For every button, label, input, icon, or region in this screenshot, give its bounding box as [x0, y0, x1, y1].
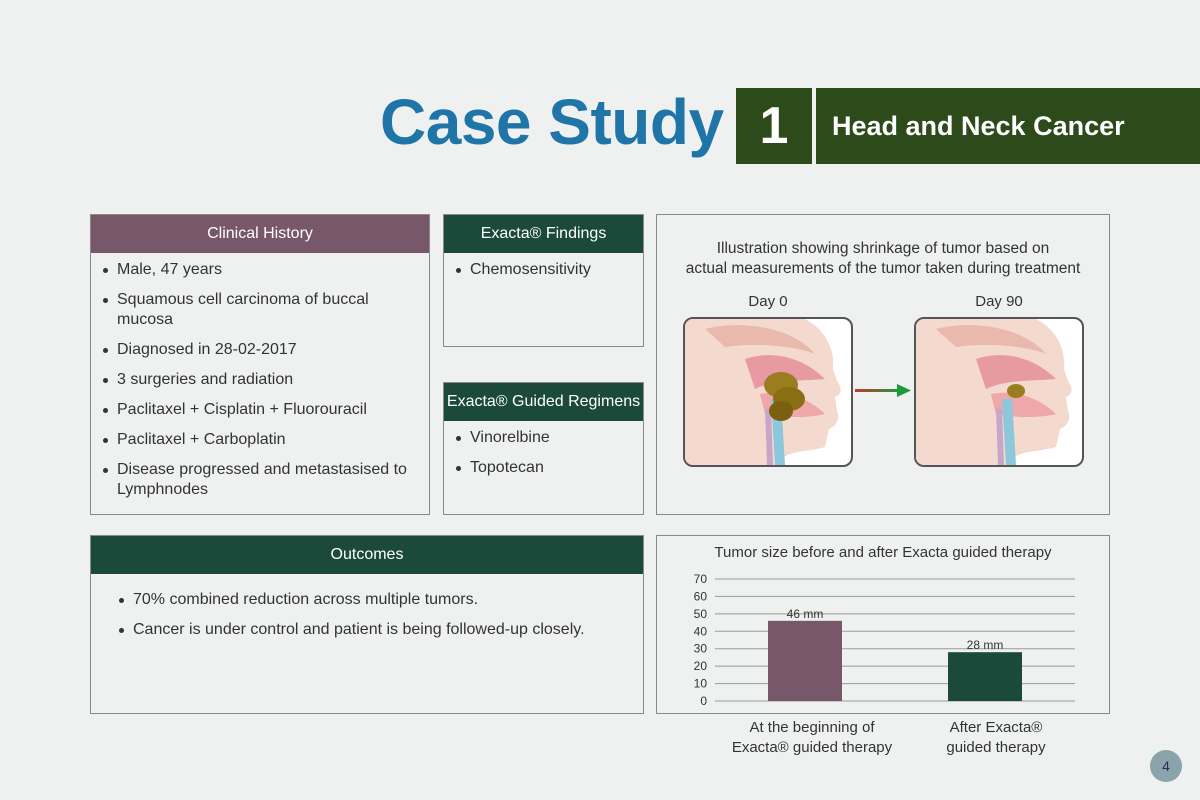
page-title: Case Study [380, 86, 724, 158]
list-item: Topotecan [454, 458, 633, 478]
list-item: Paclitaxel + Carboplatin [101, 430, 419, 450]
chart-title: Tumor size before and after Exacta guided therapy [714, 544, 1052, 561]
clinical-history-panel [90, 214, 430, 515]
list-item: Paclitaxel + Cisplatin + Fluorouracil [101, 400, 419, 420]
clinical-history-list [91, 253, 429, 500]
bar [768, 621, 842, 701]
x-tick-label-after: After Exacta® guided therapy [946, 719, 1046, 756]
list-item: 70% combined reduction across multiple tumors. [117, 590, 617, 610]
y-tick-label: 70 [693, 572, 707, 586]
y-tick-label: 30 [693, 641, 707, 656]
list-item: Male, 47 years [101, 260, 419, 280]
bar-chart [657, 536, 1109, 713]
outcomes-list [91, 574, 643, 640]
y-tick-label: 40 [693, 624, 707, 639]
y-tick-label: 20 [693, 659, 707, 674]
day-end-label: Day 90 [975, 293, 1023, 310]
y-tick-label: 60 [693, 589, 707, 604]
list-item: 3 surgeries and radiation [101, 370, 419, 390]
y-tick-label: 10 [693, 676, 707, 691]
regimens-list [444, 421, 643, 478]
illustration-caption: Illustration showing shrinkage of tumor based on actual measurements of the tumor taken during treatment [685, 240, 1081, 277]
list-item: Vinorelbine [454, 428, 633, 448]
list-item: Disease progressed and metastasised to Lymphnodes [101, 460, 419, 500]
head-anatomy-illustration [916, 319, 1082, 465]
y-tick-label: 0 [700, 694, 707, 708]
list-item: Squamous cell carcinoma of buccal mucosa [101, 290, 419, 330]
data-label: 46 mm [786, 606, 824, 621]
illustration-panel [656, 214, 1110, 515]
anatomy-image-day0 [683, 317, 853, 467]
data-label: 28 mm [966, 638, 1004, 653]
outcomes-heading: Outcomes [91, 536, 643, 574]
list-item: Cancer is under control and patient is being followed-up closely. [117, 620, 617, 640]
anatomy-image-day90 [914, 317, 1084, 467]
case-number-badge: 1 [736, 88, 812, 164]
findings-list [444, 253, 643, 280]
page-number: 4 [1150, 750, 1182, 782]
head-anatomy-illustration [685, 319, 851, 465]
bar [948, 652, 1022, 701]
progress-arrow-icon [855, 384, 911, 398]
topic-banner: Head and Neck Cancer [816, 88, 1200, 164]
outcomes-panel [90, 535, 644, 714]
clinical-history-heading: Clinical History [91, 215, 429, 253]
findings-panel [443, 214, 644, 347]
regimens-heading: Exacta® Guided Regimens [444, 383, 643, 421]
y-tick-label: 50 [693, 606, 707, 621]
regimens-panel [443, 382, 644, 515]
day-start-label: Day 0 [748, 293, 788, 310]
x-tick-label-before: At the beginning of Exacta® guided therapy [731, 719, 893, 756]
list-item: Diagnosed in 28-02-2017 [101, 340, 419, 360]
findings-heading: Exacta® Findings [444, 215, 643, 253]
list-item: Chemosensitivity [454, 260, 633, 280]
chart-panel [656, 535, 1110, 714]
